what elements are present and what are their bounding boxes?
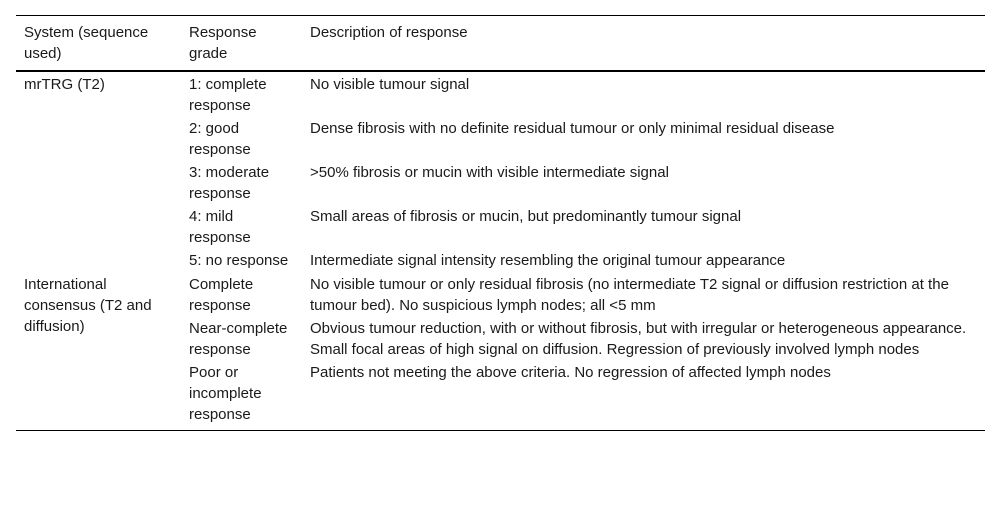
grade-cell: Near-complete response xyxy=(189,320,288,358)
response-grading-table xyxy=(16,15,985,431)
table-body xyxy=(16,71,985,431)
description-cell: Dense fibrosis with no definite residual tumour or only minimal residual disease xyxy=(310,120,835,137)
description-cell: >50% fibrosis or mucin with visible intermediate signal xyxy=(310,164,669,181)
description-cell: Small areas of fibrosis or mucin, but predominantly tumour signal xyxy=(310,208,742,225)
description-cell: No visible tumour signal xyxy=(310,76,470,93)
header-system: System (sequence used) xyxy=(16,16,181,72)
system-cell-mrtrg: mrTRG (T2) xyxy=(24,76,105,93)
grade-cell: 4: mild response xyxy=(189,208,251,246)
grade-cell: Poor or incomplete response xyxy=(181,361,302,431)
grade-cell: 5: no response xyxy=(189,252,289,269)
grade-cell: 1: complete response xyxy=(189,76,267,114)
grade-cell: 3: moderate response xyxy=(189,164,270,202)
header-grade: Response grade xyxy=(181,16,302,72)
system-cell-international-consensus: International consensus (T2 and diffusion) xyxy=(16,272,181,431)
grade-cell: Complete response xyxy=(189,276,254,314)
table-row xyxy=(16,71,985,117)
description-cell: Intermediate signal intensity resembling the original tumour appearance xyxy=(310,252,786,269)
header-row xyxy=(16,16,985,72)
description-cell: Obvious tumour reduction, with or without fibrosis, but with irregular or heterogeneous appearance. Small focal areas of high signal on diffusion. Regression of previously involved lymph nodes xyxy=(310,320,967,358)
table-row xyxy=(16,272,985,317)
description-cell: No visible tumour or only residual fibrosis (no intermediate T2 signal or diffusion restriction at the tumour bed). No suspicious lymph nodes; all <5 mm xyxy=(310,276,949,314)
description-cell: Patients not meeting the above criteria. No regression of affected lymph nodes xyxy=(302,361,985,431)
grade-cell: 2: good response xyxy=(189,120,251,158)
header-description: Description of response xyxy=(302,16,985,72)
table-header xyxy=(16,16,985,72)
